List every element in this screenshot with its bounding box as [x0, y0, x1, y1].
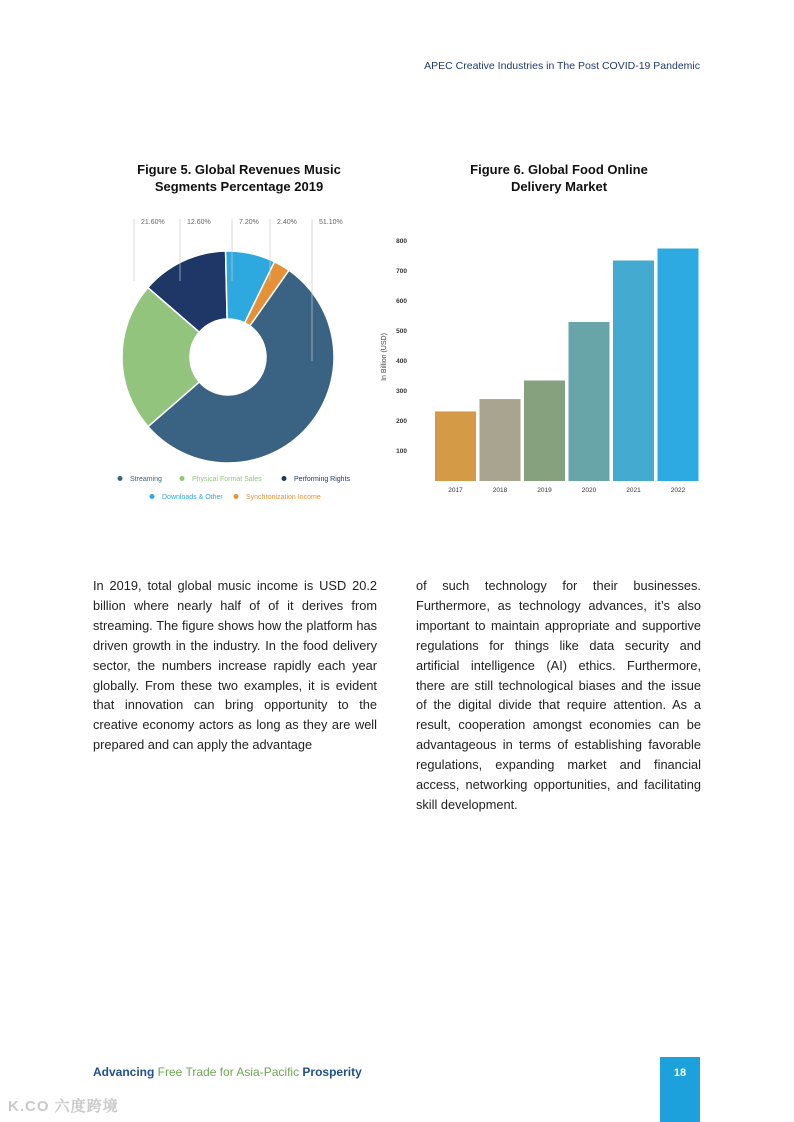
food-delivery-bar-chart [370, 225, 705, 500]
y-tick-label: 100 [396, 448, 407, 455]
figure6-title [430, 161, 688, 195]
legend-label: Streaming [130, 476, 162, 483]
x-tick-label: 2018 [492, 487, 508, 494]
bar-2020 [569, 322, 610, 481]
y-tick-label: 600 [396, 298, 407, 305]
legend-label: Synchronization Income [246, 494, 321, 501]
tagline-middle: Free Trade for Asia-Pacific [154, 1065, 303, 1079]
slice-value-label: 51.10% [319, 219, 343, 226]
watermark-logo: K.CO 六度跨境 [8, 1098, 119, 1115]
legend-label: Performing Rights [294, 476, 351, 483]
slice-value-label: 7.20% [239, 219, 259, 226]
figure5-title-line1: Figure 5. Global Revenues Music [137, 162, 341, 177]
x-tick-label: 2021 [626, 487, 641, 494]
body-paragraph-right: of such technology for their businesses. Furthermore, as technology advances, it’s also important to maintain appropriate and supportive regulations for things like data security and artificial intelligence (AI) ethics. Furthermore, there are still technological biases and the issue of the digital divide that require attention. As a result, cooperation amongst economies can be advantageous in terms of establishing favorable regulations, expanding market and financial access, networking opportunities, and facilitating skill development. [416, 578, 701, 812]
x-tick-label: 2020 [581, 487, 597, 494]
figure6-title-line1: Figure 6. Global Food Online [470, 162, 648, 177]
legend-label: Downloads & Other [162, 494, 223, 501]
figure5-title-line2: Segments Percentage 2019 [154, 179, 324, 194]
y-tick-label: 200 [396, 418, 407, 425]
page-number: 18 [673, 1067, 687, 1079]
y-tick-label: 300 [396, 388, 407, 395]
legend-label: Physical Format Sales [192, 476, 262, 483]
bar-2022 [658, 249, 699, 482]
x-tick-label: 2019 [537, 487, 552, 494]
bar-2019 [524, 381, 565, 482]
legend-marker [150, 494, 155, 499]
y-tick-label: 700 [396, 268, 407, 275]
legend-marker [234, 494, 239, 499]
legend-marker [118, 476, 123, 481]
page-number-box [660, 1057, 700, 1122]
tagline-advancing: Advancing [93, 1065, 155, 1079]
y-axis-label: In Billion (USD) [381, 333, 388, 381]
y-tick-label: 400 [396, 358, 407, 365]
figure6-title-line2: Delivery Market [510, 179, 608, 194]
body-column-right [416, 576, 701, 815]
legend-marker [282, 476, 287, 481]
bar-2018 [480, 399, 521, 481]
tagline-prosperity: Prosperity [302, 1065, 362, 1079]
figure5-title [118, 161, 360, 195]
bar-2017 [435, 411, 476, 481]
y-tick-label: 800 [396, 238, 407, 245]
music-revenue-donut-chart [100, 205, 370, 510]
body-paragraph-left: In 2019, total global music income is USD 20.2 billion where nearly half of of it derives from streaming. The figure shows how the platform has driven growth in the industry. In the food delivery sector, the numbers increase rapidly each year globally. From these two examples, it is evident that innovation can bring opportunity to the creative economy actors as long as they are well prepared and can apply the advantage [93, 578, 377, 753]
legend-marker [180, 476, 185, 481]
slice-value-label: 2.40% [277, 219, 297, 226]
slice-value-label: 21.60% [141, 219, 165, 226]
y-tick-label: 500 [396, 328, 407, 335]
slice-value-label: 12.60% [187, 219, 211, 226]
x-tick-label: 2022 [670, 487, 686, 494]
body-column-left [93, 576, 377, 755]
x-tick-label: 2017 [448, 487, 463, 494]
bar-2021 [613, 261, 654, 482]
footer-tagline [93, 1065, 362, 1079]
running-header: APEC Creative Industries in The Post COVID-19 Pandemic [424, 60, 700, 72]
